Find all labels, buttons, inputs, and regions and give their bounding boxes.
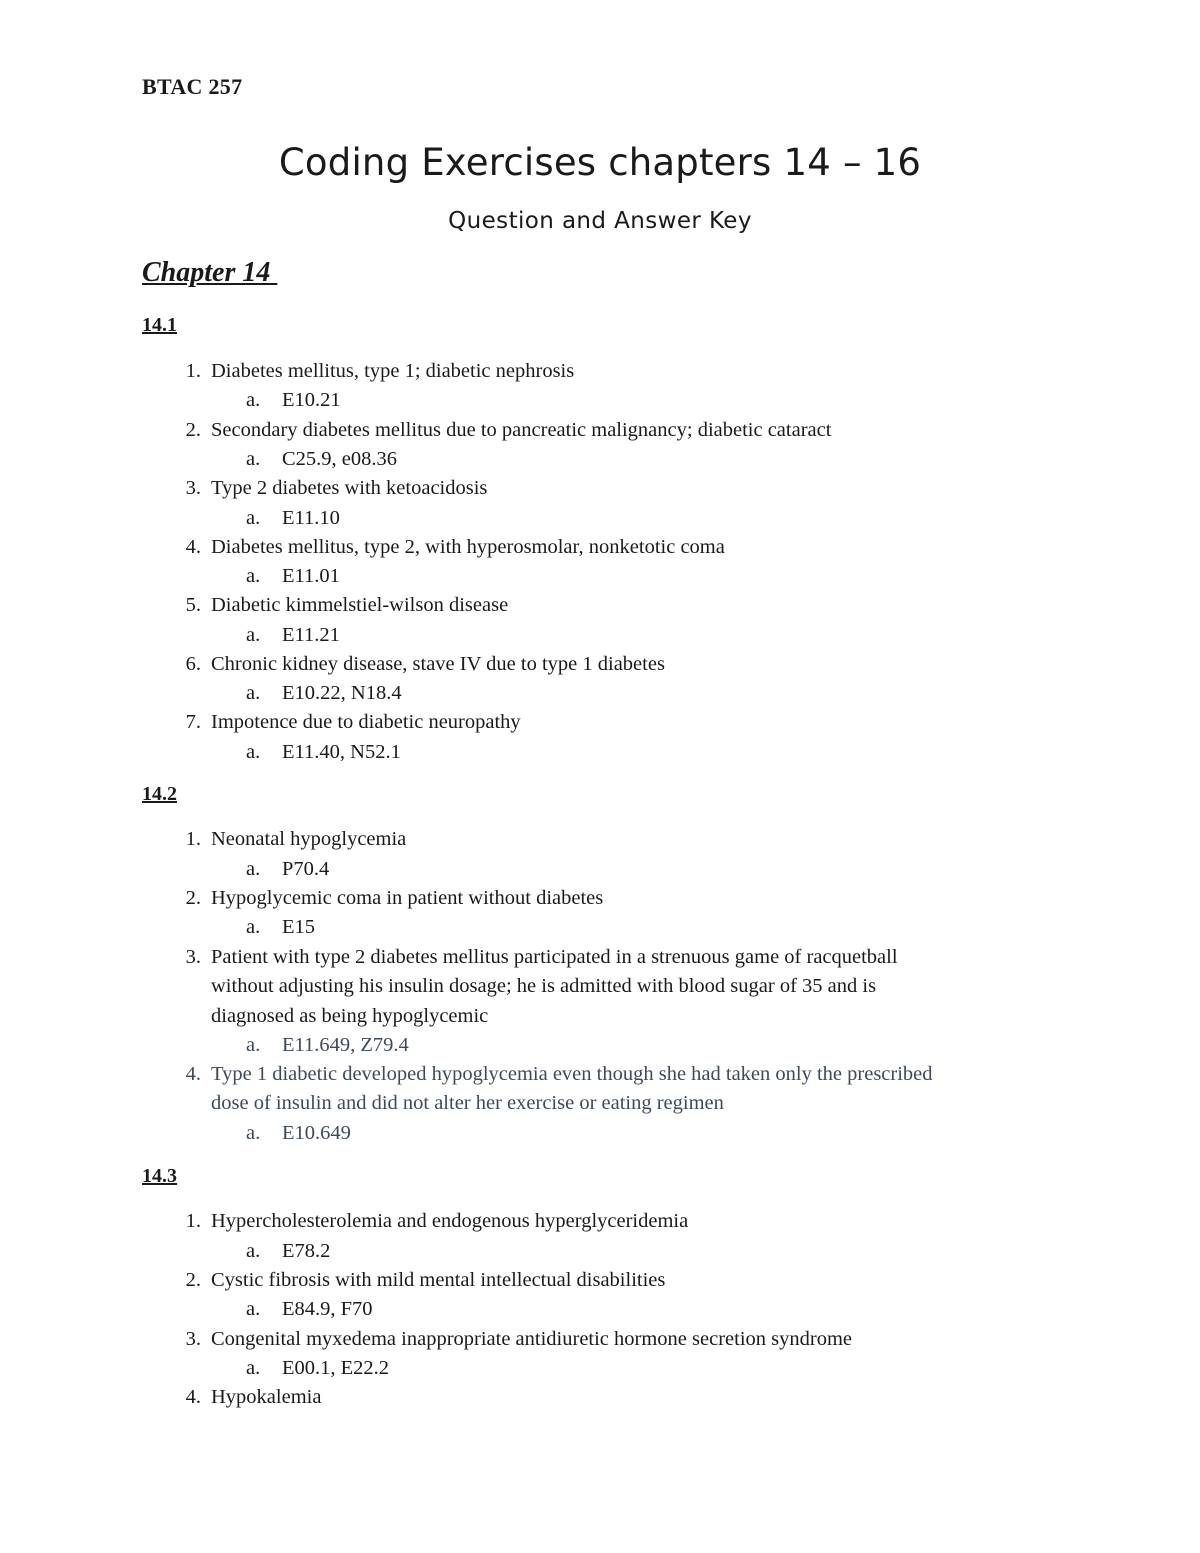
- question-item: [185, 416, 832, 445]
- answer-letter: a.: [246, 682, 261, 704]
- question-text: Diabetes mellitus, type 2, with hyperosmolar, nonketotic coma: [211, 536, 725, 558]
- question-text-line: diagnosed as being hypoglycemic: [211, 1004, 489, 1027]
- question-text: Diabetic kimmelstiel-wilson disease: [211, 594, 509, 616]
- question-number: 2.: [185, 1269, 201, 1291]
- answer-letter: a.: [246, 858, 261, 880]
- answer-item: [246, 504, 340, 533]
- answer-code: E00.1, E22.2: [282, 1357, 390, 1379]
- answer-letter: a.: [246, 1122, 261, 1144]
- answer-item: [246, 1031, 409, 1060]
- course-code: BTAC 257: [142, 74, 243, 99]
- answer-letter: a.: [246, 507, 261, 529]
- section-heading: 14.1: [142, 314, 177, 336]
- question-item: [185, 1207, 689, 1236]
- question-number: 5.: [185, 594, 201, 616]
- answer-code: E11.10: [282, 507, 340, 529]
- answer-letter: a.: [246, 1034, 261, 1056]
- question-item: [185, 943, 898, 1031]
- answer-code: E11.01: [282, 565, 340, 587]
- question-item: [185, 533, 725, 562]
- question-item: [185, 1383, 322, 1412]
- answer-item: [246, 679, 402, 708]
- question-number: 1.: [185, 360, 201, 382]
- question-item: [185, 884, 604, 913]
- question-number: 3.: [185, 477, 201, 499]
- question-text: Neonatal hypoglycemia: [211, 828, 407, 850]
- answer-code: E11.21: [282, 624, 340, 646]
- question-item: [185, 650, 665, 679]
- question-item: [185, 825, 407, 854]
- question-item: [185, 591, 509, 620]
- answer-item: [246, 621, 340, 650]
- question-text-line: without adjusting his insulin dosage; he is admitted with blood sugar of 35 and is: [211, 975, 877, 998]
- question-text-line: Patient with type 2 diabetes mellitus participated in a strenuous game of racquetball: [211, 946, 898, 968]
- question-text: Congenital myxedema inappropriate antidiuretic hormone secretion syndrome: [211, 1328, 852, 1350]
- question-text: Secondary diabetes mellitus due to pancreatic malignancy; diabetic cataract: [211, 419, 832, 441]
- question-number: 1.: [185, 828, 201, 850]
- question-item: [185, 474, 488, 503]
- section-heading: 14.2: [142, 783, 177, 805]
- question-text: Hypercholesterolemia and endogenous hyperglyceridemia: [211, 1210, 689, 1232]
- answer-letter: a.: [246, 1298, 261, 1320]
- question-text: Hypokalemia: [211, 1386, 322, 1408]
- answer-code: E10.22, N18.4: [282, 682, 402, 704]
- answer-item: [246, 445, 398, 474]
- answer-item: [246, 1119, 351, 1148]
- answer-letter: a.: [246, 624, 261, 646]
- question-item: [185, 1060, 933, 1119]
- question-text-line: Type 1 diabetic developed hypoglycemia even though she had taken only the prescribed: [211, 1063, 933, 1085]
- question-number: 4.: [185, 536, 201, 558]
- question-text: Hypoglycemic coma in patient without diabetes: [211, 887, 604, 909]
- document-subtitle: Question and Answer Key: [448, 208, 752, 234]
- question-text: Chronic kidney disease, stave IV due to type 1 diabetes: [211, 653, 665, 675]
- answer-letter: a.: [246, 741, 261, 763]
- answer-code: E10.649: [282, 1122, 351, 1144]
- answer-item: [246, 1295, 373, 1324]
- answer-code: P70.4: [282, 858, 330, 880]
- question-text: Cystic fibrosis with mild mental intellectual disabilities: [211, 1269, 666, 1291]
- question-number: 6.: [185, 653, 201, 675]
- question-number: 7.: [185, 711, 201, 733]
- question-number: 2.: [185, 887, 201, 909]
- answer-letter: a.: [246, 1357, 261, 1379]
- answer-item: [246, 386, 341, 415]
- question-text: Impotence due to diabetic neuropathy: [211, 711, 521, 733]
- answer-item: [246, 1354, 390, 1383]
- question-number: 3.: [185, 946, 201, 968]
- question-item: [185, 708, 521, 737]
- answer-code: E10.21: [282, 389, 341, 411]
- section-heading: 14.3: [142, 1165, 177, 1187]
- answer-letter: a.: [246, 389, 261, 411]
- answer-item: [246, 913, 316, 942]
- answer-code: E11.649, Z79.4: [282, 1034, 409, 1056]
- question-number: 4.: [185, 1386, 201, 1408]
- answer-letter: a.: [246, 565, 261, 587]
- answer-item: [246, 562, 340, 591]
- question-number: 4.: [185, 1063, 201, 1085]
- answer-code: E78.2: [282, 1240, 331, 1262]
- question-item: [185, 1266, 666, 1295]
- answer-item: [246, 738, 401, 767]
- answer-letter: a.: [246, 448, 261, 470]
- answer-code: E84.9, F70: [282, 1298, 373, 1320]
- answer-item: [246, 855, 330, 884]
- chapter-heading: Chapter 14: [142, 257, 278, 288]
- document-title: Coding Exercises chapters 14 – 16: [278, 141, 922, 184]
- answer-code: E11.40, N52.1: [282, 741, 401, 763]
- question-item: [185, 357, 575, 386]
- question-item: [185, 1325, 852, 1354]
- question-text: Diabetes mellitus, type 1; diabetic nephrosis: [211, 360, 575, 382]
- answer-item: [246, 1237, 331, 1266]
- question-text: Type 2 diabetes with ketoacidosis: [211, 477, 488, 499]
- answer-code: C25.9, e08.36: [282, 448, 398, 470]
- question-number: 3.: [185, 1328, 201, 1350]
- answer-letter: a.: [246, 916, 261, 938]
- answer-letter: a.: [246, 1240, 261, 1262]
- answer-code: E15: [282, 916, 316, 938]
- question-number: 2.: [185, 419, 201, 441]
- question-text-line: dose of insulin and did not alter her exercise or eating regimen: [211, 1092, 724, 1115]
- question-number: 1.: [185, 1210, 201, 1232]
